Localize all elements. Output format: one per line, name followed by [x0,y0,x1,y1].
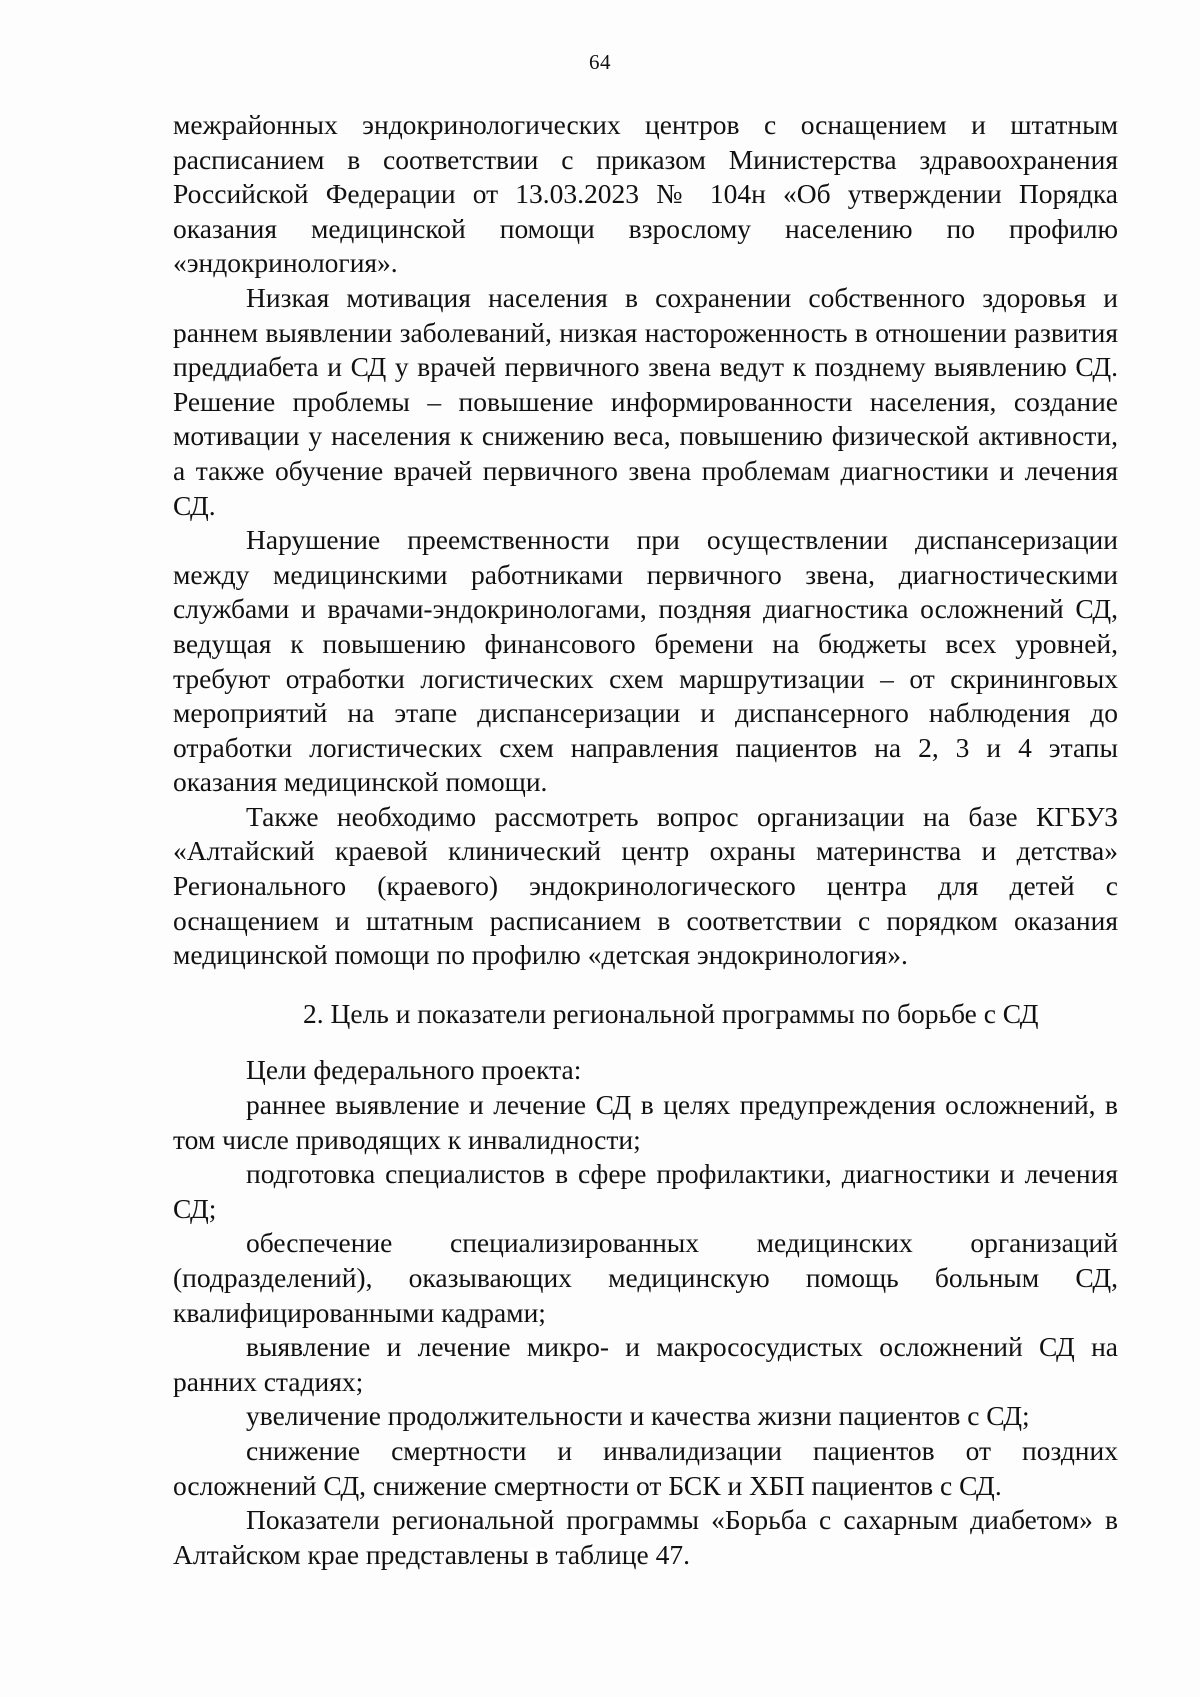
page-number: 64 [589,50,611,74]
goal-item: снижение смертности и инвалидизации пациентов от поздних осложнений СД, снижение смертности от БСК и ХБП пациентов с СД. [173,1434,1118,1501]
closing-paragraph: Показатели региональной программы «Борьба с сахарным диабетом» в Алтайском крае представлены в таблице 47. [173,1504,1118,1570]
paragraph-continuation: межрайонных эндокринологических центров с оснащением и штатным расписанием в соответствии с приказом Министерства здравоохранения Российской Федерации от 13.03.2023 № 104н «Об утверждении Порядка оказания медицинской помощи взрослому населению по профилю «эндокринология». [173,109,1118,279]
paragraph-motivation: Низкая мотивация населения в сохранении собственного здоровья и раннем выявлении заболеваний, низкая настороженность в отношении развития преддиабета и СД у врачей первичного звена ведут к позднему выявлению СД. Решение проблемы – повышение информированности населения, создание мотивации у населения к снижению веса, повышению физической активности, а также обучение врачей первичного звена проблемам диагностики и лечения СД. [173,281,1118,521]
goal-item: раннее выявление и лечение СД в целях предупреждения осложнений, в том числе приводящих к инвалидности; [173,1089,1118,1155]
goal-item: выявление и лечение микро- и макрососудистых осложнений СД на ранних стадиях; [173,1331,1118,1397]
paragraph-childrens-center: Также необходимо рассмотреть вопрос организации на базе КГБУЗ «Алтайский краевой клинический центр охраны материнства и детства» Регионального (краевого) эндокринологического центра для детей с оснащением и штатным расписанием в соответствии с порядком оказания медицинской помощи по профилю «детская эндокринология». [173,800,1118,971]
goal-item: обеспечение специализированных медицинских организаций (подразделений), оказывающих медицинскую помощь больным СД, квалифицированными кадрами; [173,1227,1118,1328]
goal-item: увеличение продолжительности и качества жизни пациентов с СД; [246,1400,1030,1432]
goal-item: подготовка специалистов в сфере профилактики, диагностики и лечения СД; [173,1158,1118,1224]
goals-title: Цели федерального проекта: [246,1054,582,1086]
document-body [173,108,1118,1572]
section-heading: 2. Цель и показатели региональной программы по борьбе с СД [303,997,1039,1029]
paragraph-continuity: Нарушение преемственности при осуществлении диспансеризации между медицинскими работниками первичного звена, диагностическими службами и врачами-эндокринологами, поздняя диагностика осложнений СД, ведущая к повышению финансового бремени на бюджеты всех уровней, требуют отработки логистических схем маршрутизации – от скрининговых мероприятий на этапе диспансеризации и диспансерного наблюдения до отработки логистических схем направления пациентов на 2, 3 и 4 этапы оказания медицинской помощи. [173,524,1118,798]
